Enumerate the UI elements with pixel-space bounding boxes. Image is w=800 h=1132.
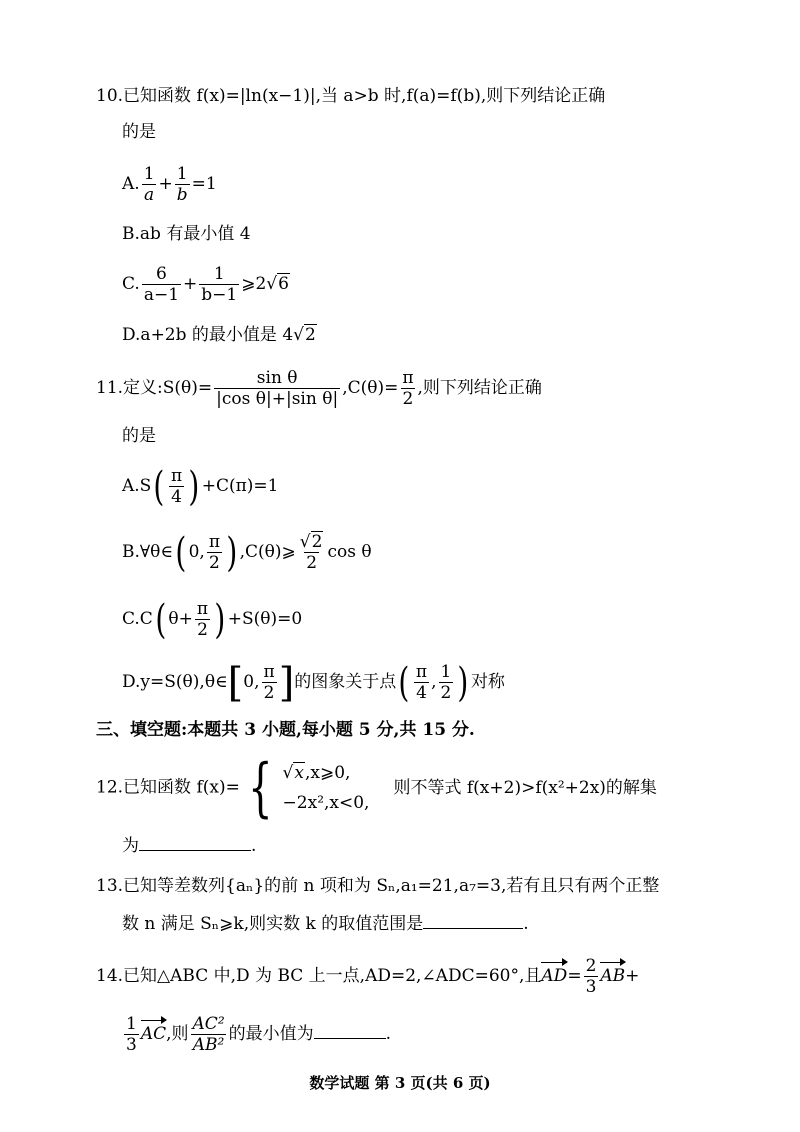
q10-stem-line2: 的是 [122,122,156,142]
q10-option-b: B.ab 有最小值 4 [122,224,251,244]
fraction: $\frac{\pi}{4}$ [415,662,428,703]
q13-stem-line1: 13.已知等差数列{aₙ}的前 n 项和为 Sₙ,a₁=21,a₇=3,若有且只有两个正整 [96,876,660,896]
q11-option-c: C.C( θ+ $\frac{\pi}{2}$ ) +S(θ)=0 [122,596,303,643]
q14-stem-line2: $\frac{1}{3}$ AC,则 $\frac{\text{AC²}}{\text{AB²}}$ 的最小值为 . [126,1014,392,1055]
q11-option-d: D.y=S(θ),θ∈[0, $\frac{\pi}{2}$ ]的图象关于点( $\frac{\pi}{4}$ , $\frac{1}{2}$ ) 对称 [122,659,505,706]
fraction: $\frac{√2}{2}$ [299,532,323,573]
fraction: $\frac{\pi}{2}$ [196,599,209,640]
fraction: $\frac{1}{b}$ [176,164,188,205]
page-footer: 数学试题 第 3 页(共 6 页) [309,1074,491,1092]
section-heading: 三、填空题:本题共 3 小题,每小题 5 分,共 15 分. [96,720,475,740]
fraction: $\frac{2}{3}$ [585,956,597,997]
q10-option-a: A. $\frac{1}{a}$ + $\frac{1}{b}$ =1 [122,164,217,205]
vector-ab: AB [600,966,626,986]
q10-option-c: C. $\frac{6}{a-1}$ + $\frac{1}{b-1}$ ⩾2√6 [122,264,289,305]
q11-stem-line1: 11.定义:S(θ)= $\frac{\text{sin θ}}{\text{|cos θ|+|sin θ|}}$ ,C(θ)= $\frac{\pi}{2}$ ,则下列结论正确 [96,368,542,409]
fraction: $\frac{1}{2}$ [440,662,452,703]
fraction: $\frac{\text{AC²}}{\text{AB²}}$ [192,1014,225,1055]
q10-stem-line1: 10.已知函数 f(x)=|ln(x−1)|,当 a>b 时,f(a)=f(b),则下列结论正确 [96,86,606,106]
fraction: $\frac{6}{a-1}$ [143,264,180,305]
answer-blank[interactable] [139,832,251,851]
q11-option-b: B.∀θ∈( 0, $\frac{\pi}{2}$ ) ,C(θ)⩾ $\frac{√2}{2}$ cos θ [122,529,372,576]
sqrt-sign: √ [293,325,304,345]
fraction: $\frac{1}{b-1}$ [201,264,238,305]
fraction: $\frac{\pi}{2}$ [208,532,221,573]
vector-ac: AC [140,1024,167,1044]
fraction: $\frac{1}{a}$ [143,164,155,205]
fraction: $\frac{\pi}{2}$ [402,368,414,409]
fraction: $\frac{1}{3}$ [126,1014,137,1055]
q12-stem-line2: 为 . [122,832,256,858]
answer-blank[interactable] [314,1020,386,1039]
q13-stem-line2: 数 n 满足 Sₙ⩾k,则实数 k 的取值范围是 . [122,910,529,936]
option-label: A. [122,174,140,194]
q11-option-a: A.S( $\frac{\pi}{4}$ ) +C(π)=1 [122,463,279,510]
fraction: $\frac{\text{sin θ}}{\text{|cos θ|+|sin θ|}}$ [216,368,339,409]
answer-blank[interactable] [423,910,523,929]
q11-stem-line2: 的是 [122,426,156,446]
q14-stem-line1: 14.已知△ABC 中,D 为 BC 上一点,AD=2,∠ADC=60°,且AD= $\frac{2}{3}$ AB+ [96,956,640,997]
vector-ad: AD [541,966,568,986]
fraction: $\frac{\pi}{2}$ [263,662,275,703]
q12-stem-line1: 12.已知函数 f(x)= { √x,x⩾0, −2x²,x<0, 则不等式 f(x+2)>f(x²+2x)的解集 [96,751,657,825]
q10-option-d: D.a+2b 的最小值是 4√2 [122,325,316,345]
fraction: $\frac{\pi}{4}$ [170,466,183,507]
sqrt-sign: √ [266,274,278,294]
piecewise-cases: √x,x⩾0, −2x²,x<0, [282,763,370,813]
